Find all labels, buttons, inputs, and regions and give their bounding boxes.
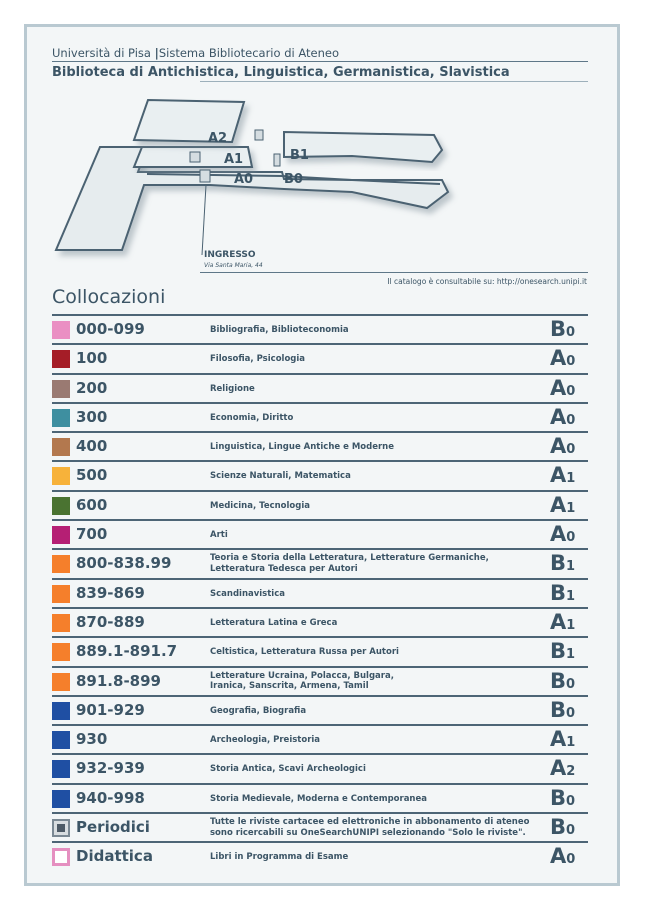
class-description bbox=[210, 764, 366, 775]
class-code: 700 bbox=[76, 525, 108, 544]
location-code bbox=[550, 463, 575, 487]
location-block: A bbox=[550, 492, 567, 517]
library-system-name: Sistema Bibliotecario di Ateneo bbox=[158, 46, 339, 60]
location-code bbox=[550, 376, 575, 400]
location-floor: 0 bbox=[566, 793, 576, 809]
location-code bbox=[550, 815, 575, 839]
class-description bbox=[210, 817, 529, 838]
description-line: Filosofia, Psicologia bbox=[210, 354, 306, 365]
location-block: B bbox=[550, 785, 567, 810]
location-floor: 0 bbox=[566, 852, 576, 868]
description-line: Celtistica, Letteratura Russa per Autori bbox=[210, 647, 399, 658]
label-a1: A1 bbox=[224, 152, 244, 167]
description-line: Scienze Naturali, Matematica bbox=[210, 471, 351, 482]
class-description bbox=[210, 471, 351, 482]
location-block: A bbox=[550, 375, 567, 400]
location-floor: 0 bbox=[566, 412, 576, 428]
description-line: Medicina, Tecnologia bbox=[210, 500, 310, 511]
location-floor: 1 bbox=[566, 735, 576, 751]
header-institution: Università di Pisa |Sistema Bibliotecario di Ateneo bbox=[52, 46, 339, 60]
location-code bbox=[550, 405, 575, 429]
class-description bbox=[210, 671, 394, 692]
location-block: A bbox=[550, 346, 567, 371]
label-a2: A2 bbox=[208, 131, 228, 146]
location-block: A bbox=[550, 727, 567, 752]
location-floor: 0 bbox=[566, 383, 576, 399]
label-b0: B0 bbox=[284, 172, 303, 187]
section-title: Collocazioni bbox=[52, 286, 166, 308]
location-floor: 2 bbox=[566, 764, 576, 780]
description-line: Libri in Programma di Esame bbox=[210, 852, 349, 863]
location-floor: 1 bbox=[566, 559, 576, 575]
location-floor: 1 bbox=[566, 617, 576, 633]
location-code bbox=[550, 317, 575, 341]
description-line: Economia, Diritto bbox=[210, 412, 294, 423]
description-line: Arti bbox=[210, 530, 228, 541]
description-line: Bibliografia, Biblioteconomia bbox=[210, 325, 349, 335]
table-row bbox=[52, 607, 588, 636]
table-row bbox=[52, 841, 588, 870]
location-code bbox=[550, 346, 575, 370]
location-floor: 0 bbox=[566, 354, 576, 370]
location-code bbox=[550, 434, 575, 458]
location-block: B bbox=[550, 697, 567, 722]
class-description bbox=[210, 706, 306, 717]
class-description bbox=[210, 794, 427, 805]
class-code: 891.8-899 bbox=[76, 671, 161, 690]
location-code bbox=[550, 844, 575, 868]
location-floor: 0 bbox=[566, 705, 576, 721]
color-swatch bbox=[52, 526, 70, 544]
location-floor: 0 bbox=[566, 442, 576, 458]
location-block: A bbox=[550, 522, 567, 547]
class-code: 000-099 bbox=[76, 320, 145, 338]
table-row bbox=[52, 519, 588, 548]
class-code: 300 bbox=[76, 407, 108, 426]
class-description bbox=[210, 354, 305, 365]
color-swatch bbox=[52, 409, 70, 427]
class-code: 870-889 bbox=[76, 612, 145, 631]
table-row bbox=[52, 548, 588, 577]
location-code bbox=[550, 581, 575, 605]
location-block: B bbox=[550, 317, 567, 341]
class-code: 932-939 bbox=[76, 759, 145, 778]
table-row bbox=[52, 783, 588, 812]
location-block: A bbox=[550, 434, 567, 459]
class-description bbox=[210, 325, 349, 336]
table-row bbox=[52, 343, 588, 372]
location-code bbox=[550, 493, 575, 517]
class-code: 400 bbox=[76, 437, 108, 456]
color-swatch bbox=[52, 731, 70, 749]
class-description bbox=[210, 413, 293, 424]
description-line: Archeologia, Preistoria bbox=[210, 735, 321, 746]
class-description bbox=[210, 589, 285, 600]
table-row bbox=[52, 578, 588, 607]
color-swatch bbox=[52, 350, 70, 368]
catalog-note: Il catalogo è consultabile su: http://onesearch.unipi.it bbox=[387, 277, 587, 286]
label-b1: B1 bbox=[290, 148, 309, 163]
location-block: B bbox=[550, 639, 567, 664]
description-line: sono ricercabili su OneSearchUNIPI selezionando "Solo le riviste". bbox=[210, 827, 526, 838]
color-swatch bbox=[52, 702, 70, 720]
table-row bbox=[52, 314, 588, 343]
color-swatch bbox=[52, 790, 70, 808]
location-floor: 0 bbox=[566, 530, 576, 546]
location-floor: 0 bbox=[566, 325, 576, 340]
location-code bbox=[550, 610, 575, 634]
entrance-address: Via Santa Maria, 44 bbox=[204, 262, 263, 269]
location-code bbox=[550, 756, 575, 780]
location-block: A bbox=[550, 463, 567, 488]
location-floor: 0 bbox=[566, 676, 576, 692]
color-swatch bbox=[52, 438, 70, 456]
table-row bbox=[52, 753, 588, 782]
location-code bbox=[550, 698, 575, 722]
table-row bbox=[52, 724, 588, 753]
description-line: Letterature Ucraina, Polacca, Bulgara, bbox=[210, 670, 394, 681]
description-line: Letteratura Latina e Greca bbox=[210, 617, 338, 628]
location-floor: 1 bbox=[566, 588, 576, 604]
class-code: 889.1-891.7 bbox=[76, 642, 178, 661]
location-block: B bbox=[550, 815, 567, 840]
header-rule-thin bbox=[200, 81, 588, 82]
class-code: 940-998 bbox=[76, 788, 145, 807]
class-description bbox=[210, 553, 489, 574]
color-swatch bbox=[52, 321, 70, 339]
table-row bbox=[52, 431, 588, 460]
header-rule bbox=[52, 61, 588, 62]
location-floor: 0 bbox=[566, 823, 576, 839]
location-code bbox=[550, 639, 575, 663]
table-row bbox=[52, 636, 588, 665]
location-code bbox=[550, 786, 575, 810]
class-code: 800-838.99 bbox=[76, 554, 172, 573]
description-line: Storia Medievale, Moderna e Contemporanea bbox=[210, 793, 427, 804]
location-code bbox=[550, 727, 575, 751]
color-swatch bbox=[52, 497, 70, 515]
location-code bbox=[550, 522, 575, 546]
location-block: B bbox=[550, 668, 567, 693]
class-code: Periodici bbox=[76, 818, 150, 837]
class-code: 600 bbox=[76, 495, 108, 514]
table-row bbox=[52, 695, 588, 724]
class-description bbox=[210, 442, 394, 453]
table-row bbox=[52, 812, 588, 841]
color-swatch bbox=[52, 555, 70, 573]
location-floor: 1 bbox=[566, 471, 576, 487]
location-block: B bbox=[550, 551, 567, 576]
class-code: 100 bbox=[76, 349, 108, 368]
description-line: Storia Antica, Scavi Archeologici bbox=[210, 764, 366, 775]
university-name: Università di Pisa bbox=[52, 46, 151, 60]
class-description bbox=[210, 852, 348, 863]
color-swatch bbox=[52, 819, 70, 837]
color-swatch bbox=[52, 614, 70, 632]
location-block: B bbox=[550, 580, 567, 605]
entrance-label: INGRESSO bbox=[204, 250, 256, 260]
table-row bbox=[52, 402, 588, 431]
class-description bbox=[210, 647, 399, 658]
library-title: Biblioteca di Antichistica, Linguistica, Germanistica, Slavistica bbox=[52, 65, 510, 80]
color-swatch bbox=[52, 643, 70, 661]
color-swatch bbox=[52, 673, 70, 691]
location-code bbox=[550, 669, 575, 693]
table-row bbox=[52, 460, 588, 489]
classification-table bbox=[52, 314, 588, 871]
location-floor: 1 bbox=[566, 500, 576, 516]
location-block: A bbox=[550, 756, 567, 781]
class-description bbox=[210, 501, 310, 512]
class-description bbox=[210, 618, 337, 629]
description-line: Linguistica, Lingue Antiche e Moderne bbox=[210, 442, 394, 453]
class-code: 839-869 bbox=[76, 583, 145, 602]
location-block: A bbox=[550, 404, 567, 429]
color-swatch bbox=[52, 760, 70, 778]
catalog-rule bbox=[200, 272, 588, 273]
label-a0: A0 bbox=[234, 172, 254, 187]
color-swatch bbox=[52, 467, 70, 485]
location-block: A bbox=[550, 844, 567, 869]
location-code bbox=[550, 551, 575, 575]
description-line: Letteratura Tedesca per Autori bbox=[210, 563, 358, 574]
color-swatch bbox=[52, 380, 70, 398]
floor-plan bbox=[52, 92, 482, 272]
color-swatch bbox=[52, 585, 70, 603]
class-code: 200 bbox=[76, 378, 108, 397]
class-code: 500 bbox=[76, 466, 108, 485]
class-description bbox=[210, 735, 320, 746]
table-row bbox=[52, 373, 588, 402]
description-line: Geografia, Biografia bbox=[210, 705, 307, 716]
table-row bbox=[52, 666, 588, 695]
location-floor: 1 bbox=[566, 647, 576, 663]
class-description bbox=[210, 530, 228, 541]
class-code: Didattica bbox=[76, 847, 153, 866]
description-line: Teoria e Storia della Letteratura, Letterature Germaniche, bbox=[210, 553, 489, 564]
entrance-pointer bbox=[202, 185, 206, 255]
description-line: Iranica, Sanscrita, Armena, Tamil bbox=[210, 681, 369, 692]
class-code: 930 bbox=[76, 730, 108, 749]
location-block: A bbox=[550, 609, 567, 634]
class-description bbox=[210, 384, 255, 395]
table-row bbox=[52, 490, 588, 519]
description-line: Tutte le riviste cartacee ed elettroniche in abbonamento di ateneo bbox=[210, 817, 530, 828]
class-code: 901-929 bbox=[76, 700, 145, 719]
level-a2-shape bbox=[134, 100, 244, 142]
color-swatch bbox=[52, 848, 70, 866]
description-line: Religione bbox=[210, 383, 255, 394]
description-line: Scandinavistica bbox=[210, 588, 285, 599]
